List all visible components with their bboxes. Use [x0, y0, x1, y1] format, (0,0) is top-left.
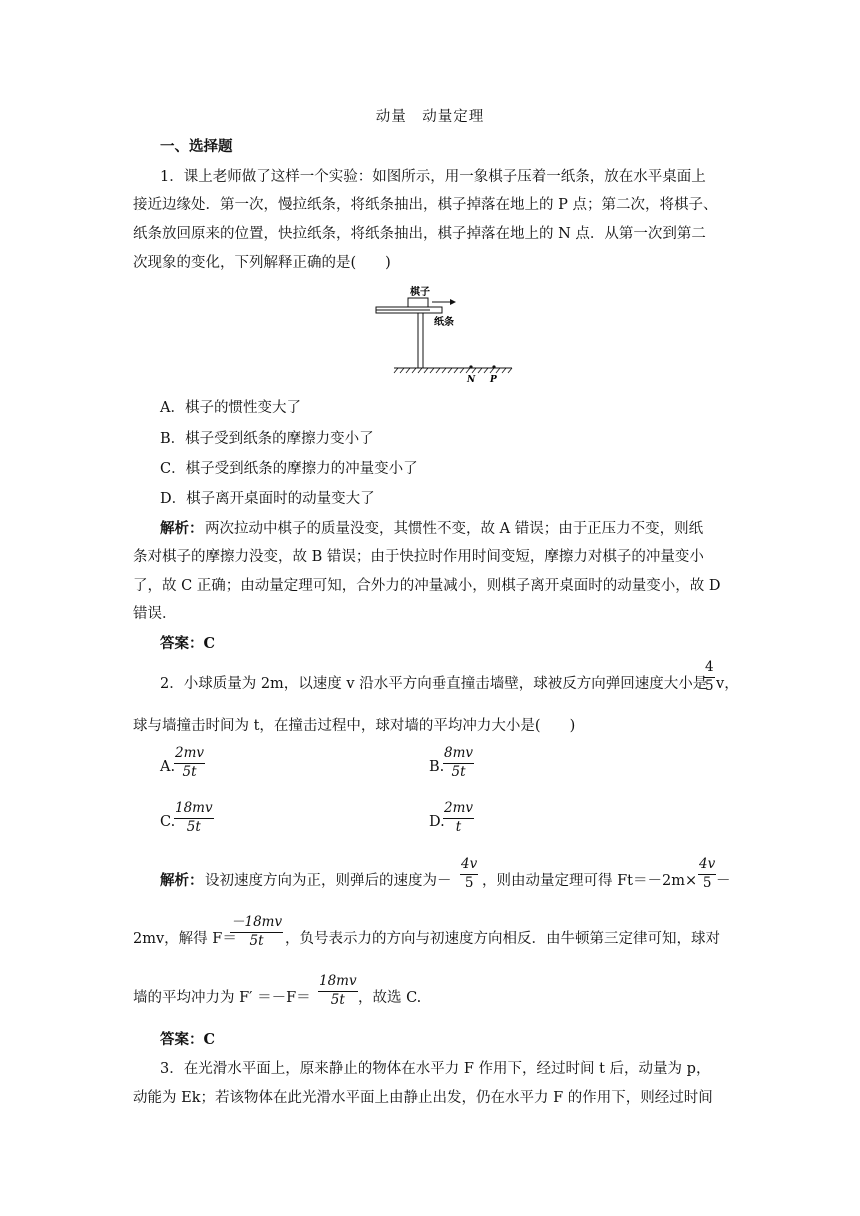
q1-answer: 答案：C — [160, 635, 216, 652]
q2-analysis-fraction-4: 18mv 5t — [319, 973, 357, 1008]
p-label: P — [490, 375, 497, 385]
q2-analysis-fraction-2: 4v 5 — [699, 856, 716, 891]
q1-line-1: 1．课上老师做了这样一个实验：如图所示，用一象棋子压着一纸条，放在水平桌面上 — [160, 169, 706, 185]
q3-line-1: 3．在光滑水平面上，原来静止的物体在水平力 F 作用下，经过时间 t 后，动量为 p， — [160, 1061, 711, 1077]
chess-piece — [408, 298, 428, 307]
q2-option-d-label: D. — [429, 814, 445, 830]
q2-option-a-label: A. — [160, 759, 176, 775]
q2-option-d-fraction: 2mv t — [444, 800, 474, 835]
section-heading: 一、选择题 — [160, 138, 233, 155]
n-label: N — [467, 375, 476, 385]
arrow-head — [450, 299, 456, 305]
q1-analysis-line-1: 两次拉动中棋子的质量没变，其惯性不变，故 A 错误；由于正压力不变，则纸 — [205, 521, 704, 537]
q1-analysis-line-4: 错误． — [133, 606, 177, 622]
piece-label: 棋子 — [410, 287, 430, 298]
q2-analysis-line-1-end: － — [716, 873, 731, 889]
point-n — [469, 365, 472, 368]
q3-line-2: 动能为 Ek；若该物体在此光滑水平面上由静止出发，仍在水平力 F 的作用下，则经过时间 — [133, 1090, 713, 1106]
q2-analysis-line-1-mid: ，则由动量定理可得 Ft＝－2m× — [482, 873, 698, 889]
q2-analysis-line-2-pre: 2mv，解得 F＝ — [133, 931, 237, 947]
q1-option-b: B．棋子受到纸条的摩擦力变小了 — [160, 431, 374, 447]
q2-analysis-line-2-post: ，负号表示力的方向与初速度方向相反．由牛顿第三定律可知，球对 — [285, 931, 720, 947]
ground-hatch — [394, 368, 512, 373]
q1-analysis-line-2: 条对棋子的摩擦力没变，故 B 错误；由于快拉时作用时间变短，摩擦力对棋子的冲量变小 — [133, 549, 704, 565]
q1-line-4: 次现象的变化，下列解释正确的是( ) — [133, 255, 391, 271]
q1-analysis-line-3: 了，故 C 正确；由动量定理可知，合外力的冲量减小，则棋子离开桌面时的动量变小，故 D — [133, 578, 721, 594]
q2-analysis-fraction-3: －18mv 5t — [231, 914, 283, 949]
q1-option-a: A．棋子的惯性变大了 — [160, 400, 301, 416]
q1-figure — [370, 280, 520, 390]
page-title: 动量 动量定理 — [375, 109, 485, 125]
point-p — [492, 365, 495, 368]
q2-analysis-line-3-post: ，故选 C. — [358, 990, 422, 1006]
q2-option-b-label: B. — [429, 759, 445, 775]
q2-analysis-label: 解析： — [160, 872, 204, 889]
q2-option-b-fraction: 8mv 5t — [444, 745, 474, 780]
q2-line1-fraction: 4 5 — [705, 659, 714, 694]
q1-line-2: 接近边缘处．第一次，慢拉纸条，将纸条抽出，棋子掉落在地上的 P 点；第二次，将棋子、 — [133, 197, 718, 213]
q1-analysis-label: 解析： — [160, 520, 204, 537]
q2-line-1: 2．小球质量为 2m，以速度 v 沿水平方向垂直撞击墙壁，球被反方向弹回速度大小是 — [160, 676, 708, 692]
q2-answer: 答案：C — [160, 1031, 216, 1048]
q2-option-c-fraction: 18mv 5t — [175, 800, 213, 835]
strip-label: 纸条 — [434, 317, 454, 328]
q2-analysis-fraction-1: 4v 5 — [461, 856, 478, 891]
q2-line1-tail: v， — [716, 676, 739, 692]
q2-option-c-label: C. — [160, 814, 176, 830]
q1-option-d: D．棋子离开桌面时的动量变大了 — [160, 491, 375, 507]
q2-line-2: 球与墙撞击时间为 t，在撞击过程中，球对墙的平均冲力大小是( ) — [133, 718, 576, 734]
q2-analysis-line-3-pre: 墙的平均冲力为 F′ ＝－F＝ — [133, 990, 311, 1006]
q2-option-a-fraction: 2mv 5t — [175, 745, 205, 780]
q1-line-3: 纸条放回原来的位置，快拉纸条，将纸条抽出，棋子掉落在地上的 N 点．从第一次到第二 — [133, 226, 706, 242]
q1-option-c: C．棋子受到纸条的摩擦力的冲量变小了 — [160, 461, 418, 477]
q2-analysis-line-1-pre: 设初速度方向为正，则弹后的速度为－ — [205, 873, 452, 889]
